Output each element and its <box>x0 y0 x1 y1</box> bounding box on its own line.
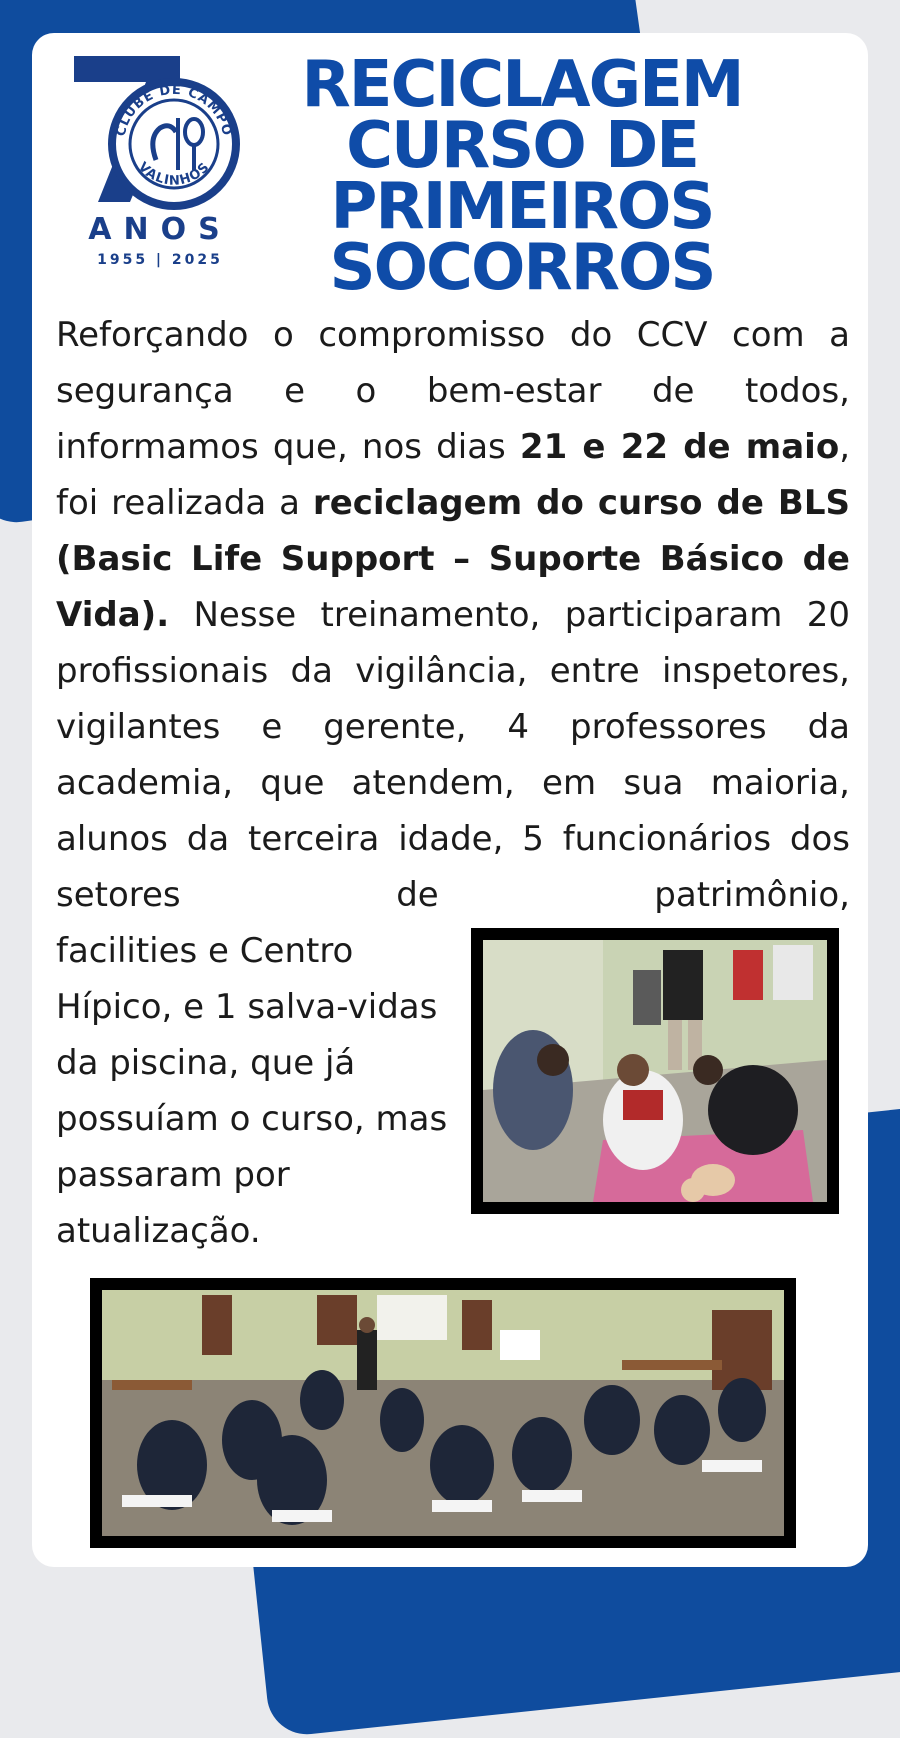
body-rest: Nesse treinamento, participaram 20 profissionais da vigilância, entre inspetores, vigilantes e gerente, 4 professores da academia, que atendem, em sua maioria, alunos da terceira idade, 5 funcionários dos setores de patrimônio, <box>56 595 850 915</box>
classroom-scene-illustration <box>102 1290 784 1536</box>
title-line-1: RECICLAGEM <box>301 48 743 122</box>
svg-text:VALINHOS: VALINHOS <box>134 159 214 189</box>
svg-text:CLUBE DE CAMPO: CLUBE DE CAMPO <box>113 82 235 138</box>
anniversary-logo <box>70 52 250 282</box>
body-course: reciclagem do curso de BLS (Basic Life Support – Suporte Básico de Vida). <box>56 483 850 635</box>
cpr-training-photo <box>471 928 839 1214</box>
title-line-2: CURSO DE <box>346 109 698 183</box>
page-title <box>262 48 782 305</box>
classroom-photo <box>90 1278 796 1548</box>
title-line-4: SOCORROS <box>329 231 715 305</box>
title-line-3: PRIMEIROS <box>330 170 714 244</box>
body-paragraph <box>56 307 850 923</box>
body-mid: , foi realizada a <box>56 427 850 523</box>
logo-years-text: 1955 | 2025 <box>97 252 223 268</box>
cpr-scene-illustration <box>483 940 827 1202</box>
seventy-emblem-icon <box>70 52 250 212</box>
body-intro: Reforçando o compromisso do CCV com a segurança e o bem-estar de todos, informamos que, nos dias <box>56 315 850 467</box>
body-dates: 21 e 22 de maio <box>519 427 840 467</box>
logo-anos-text: ANOS <box>88 212 232 247</box>
body-side-text: facilities e Centro Hípico, e 1 salva-vidas da piscina, que já possuíam o curso, mas passaram por atualização. <box>56 931 448 1251</box>
